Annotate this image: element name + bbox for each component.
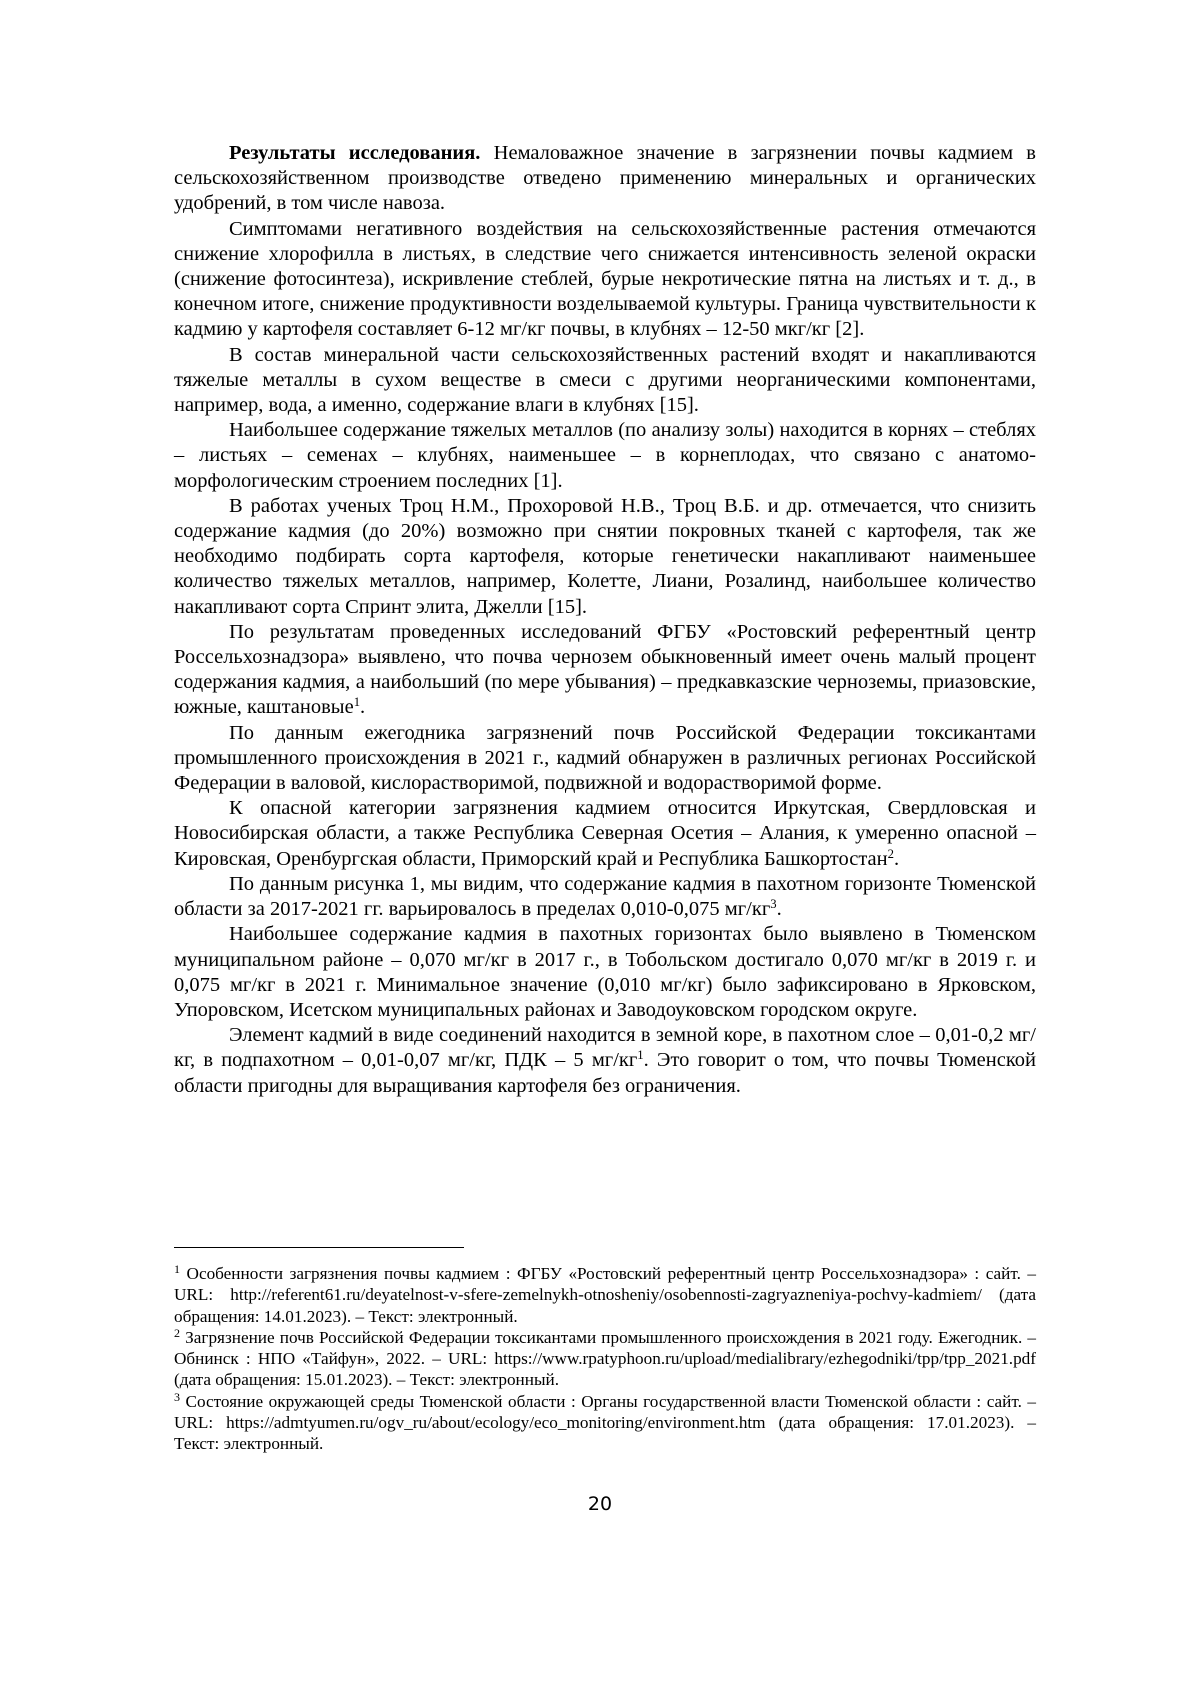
paragraph-mineral-part: В состав минеральной части сельскохозяйственных растений входят и накапливаются тяжелые металлы в сухом веществе в смеси с другими неорганическими компонентами, например, вода, а именно, содержание влаги в клубнях [15]. [174, 343, 1036, 417]
footnote-marker: 3 [174, 1389, 181, 1404]
paragraph-rostov-center [174, 620, 1036, 721]
footnote-ref: 1 [353, 695, 361, 710]
section-heading: Результаты исследования. [229, 142, 481, 164]
page-number: 20 [587, 1493, 613, 1515]
footnote-marker: 1 [174, 1261, 181, 1276]
paragraph-yearbook: По данным ежегодника загрязнений почв Российской Федерации токсикантами промышленного происхождения в 2021 г., кадмий обнаружен в различных регионах Российской Федерации в валовой, кислорастворимой, подвижной и водорастворимой форме. [174, 721, 1036, 795]
paragraph-text: Элемент кадмий в виде соединений находится в земной коре, в пахотном слое – 0,01-0,2 мг/кг, в подпахотном – 0,01-0,07 мг/кг, ПДК – 5 мг/кг [174, 1024, 1036, 1072]
paragraph-symptoms: Симптомами негативного воздействия на сельскохозяйственные растения отмечаются снижение хлорофилла в листьях, в следствие чего снижается интенсивность зеленой окраски (снижение фотосинтеза), искривление стеблей, бурые некротические пятна на листьях и т. д., в конечном итоге, снижение продуктивности возделываемой культуры. Граница чувствительности к кадмию у картофеля составляет 6-12 мг/кг почвы, в клубнях – 12-50 мкг/кг [2]. [174, 217, 1036, 341]
footnote-separator [174, 1247, 464, 1248]
paragraph-text-end: . [776, 898, 782, 921]
footnote-text: Загрязнение почв Российской Федерации токсикантами промышленного происхождения в 2021 году. Ежегодник. – Обнинск : НПО «Тайфун», 2022. – URL: https://www.rpatyphoon.ru/upload/medialibrary/ezhegodniki/tpp/tpp_2021.pdf (дата обращения: 15.01.2023). – Текст: электронный. [174, 1327, 1036, 1390]
footnote-3 [174, 1391, 1036, 1455]
footnote-ref: 1 [637, 1048, 644, 1063]
paragraph-research-works: В работах ученых Троц Н.М., Прохоровой Н.В., Троц В.Б. и др. отмечается, что снизить содержание кадмия (до 20%) возможно при снятии покровных тканей с картофеля, так же необходимо подбирать сорта картофеля, которые генетически накапливают наименьшее количество тяжелых металлов, например, Колетте, Лиани, Розалинд, наибольшее количество накапливают сорта Спринт элита, Джелли [15]. [174, 494, 1036, 618]
paragraph-text-end: . [894, 847, 900, 870]
footnote-1 [174, 1263, 1036, 1327]
footnote-text: Состояние окружающей среды Тюменской области : Органы государственной власти Тюменской области : сайт. – URL: https://admtyumen.ru/ogv_ru/about/ecology/eco_monitoring/environment.htm (дата обращения: 17.01.2023). – Текст: электронный. [174, 1391, 1036, 1454]
paragraph-text: По данным рисунка 1, мы видим, что содержание кадмия в пахотном горизонте Тюменской области за 2017-2021 гг. варьировалось в пределах 0,010-0,075 мг/кг [174, 872, 1036, 921]
paragraph-results [174, 141, 1036, 217]
paragraph-text: Немаловажное значение в загрязнении почвы кадмием в сельскохозяйственном производстве отведено применению минеральных и органических удобрений, в том числе навоза. [174, 142, 1036, 215]
footnote-marker: 2 [174, 1325, 181, 1340]
footnote-text: Особенности загрязнения почвы кадмием : ФГБУ «Ростовский референтный центр Россельхознадзора» : сайт. – URL: http://referent61.ru/deyatelnost-v-sfere-zemelnykh-otnosheniy/osobennosti-zagryazneniya-pochvy-kadmiem/ (дата обращения: 14.01.2023). – Текст: электронный. [174, 1264, 1036, 1326]
footnote-ref: 3 [770, 897, 777, 912]
paragraph-conclusion [174, 1023, 1036, 1099]
paragraph-text: К опасной категории загрязнения кадмием относится Иркутская, Свердловская и Новосибирская области, а также Республика Северная Осетия – Алания, к умеренно опасной – Кировская, Оренбургская области, Приморский край и Республика Башкортостан [174, 797, 1036, 870]
paragraph-heavy-metals: Наибольшее содержание тяжелых металлов (по анализу золы) находится в корнях – стеблях – листьях – семенах – клубнях, наименьшее – в корнеплодах, что связано с анатомо-морфологическим строением последних [1]. [174, 419, 1036, 492]
paragraph-text-end: . Это говорит о том, что почвы Тюменской области пригодны для выращивания картофеля без ограничения. [174, 1049, 1036, 1097]
paragraph-figure-data [174, 872, 1036, 922]
paragraph-text: По результатам проведенных исследований ФГБУ «Ростовский референтный центр Россельхознадзора» выявлено, что почва чернозем обыкновенный имеет очень малый процент содержания кадмия, а наибольший (по мере убывания) – предкавказские черноземы, приазовские, южные, каштановые [174, 620, 1036, 719]
body-text [174, 141, 1036, 1099]
footnote-2 [174, 1327, 1036, 1391]
paragraph-text-end: . [360, 696, 366, 719]
footnotes [174, 1263, 1036, 1455]
footnote-ref: 2 [887, 846, 894, 861]
paragraph-danger-category [174, 796, 1036, 872]
paragraph-max-content: Наибольшее содержание кадмия в пахотных горизонтах было выявлено в Тюменском муниципальном районе – 0,070 мг/кг в 2017 г., в Тобольском достигало 0,070 мг/кг в 2019 г. и 0,075 мг/кг в 2021 г. Минимальное значение (0,010 мг/кг) было зафиксировано в Ярковском, Упоровском, Исетском муниципальных районах и Заводоуковском городском округе. [174, 923, 1036, 1021]
